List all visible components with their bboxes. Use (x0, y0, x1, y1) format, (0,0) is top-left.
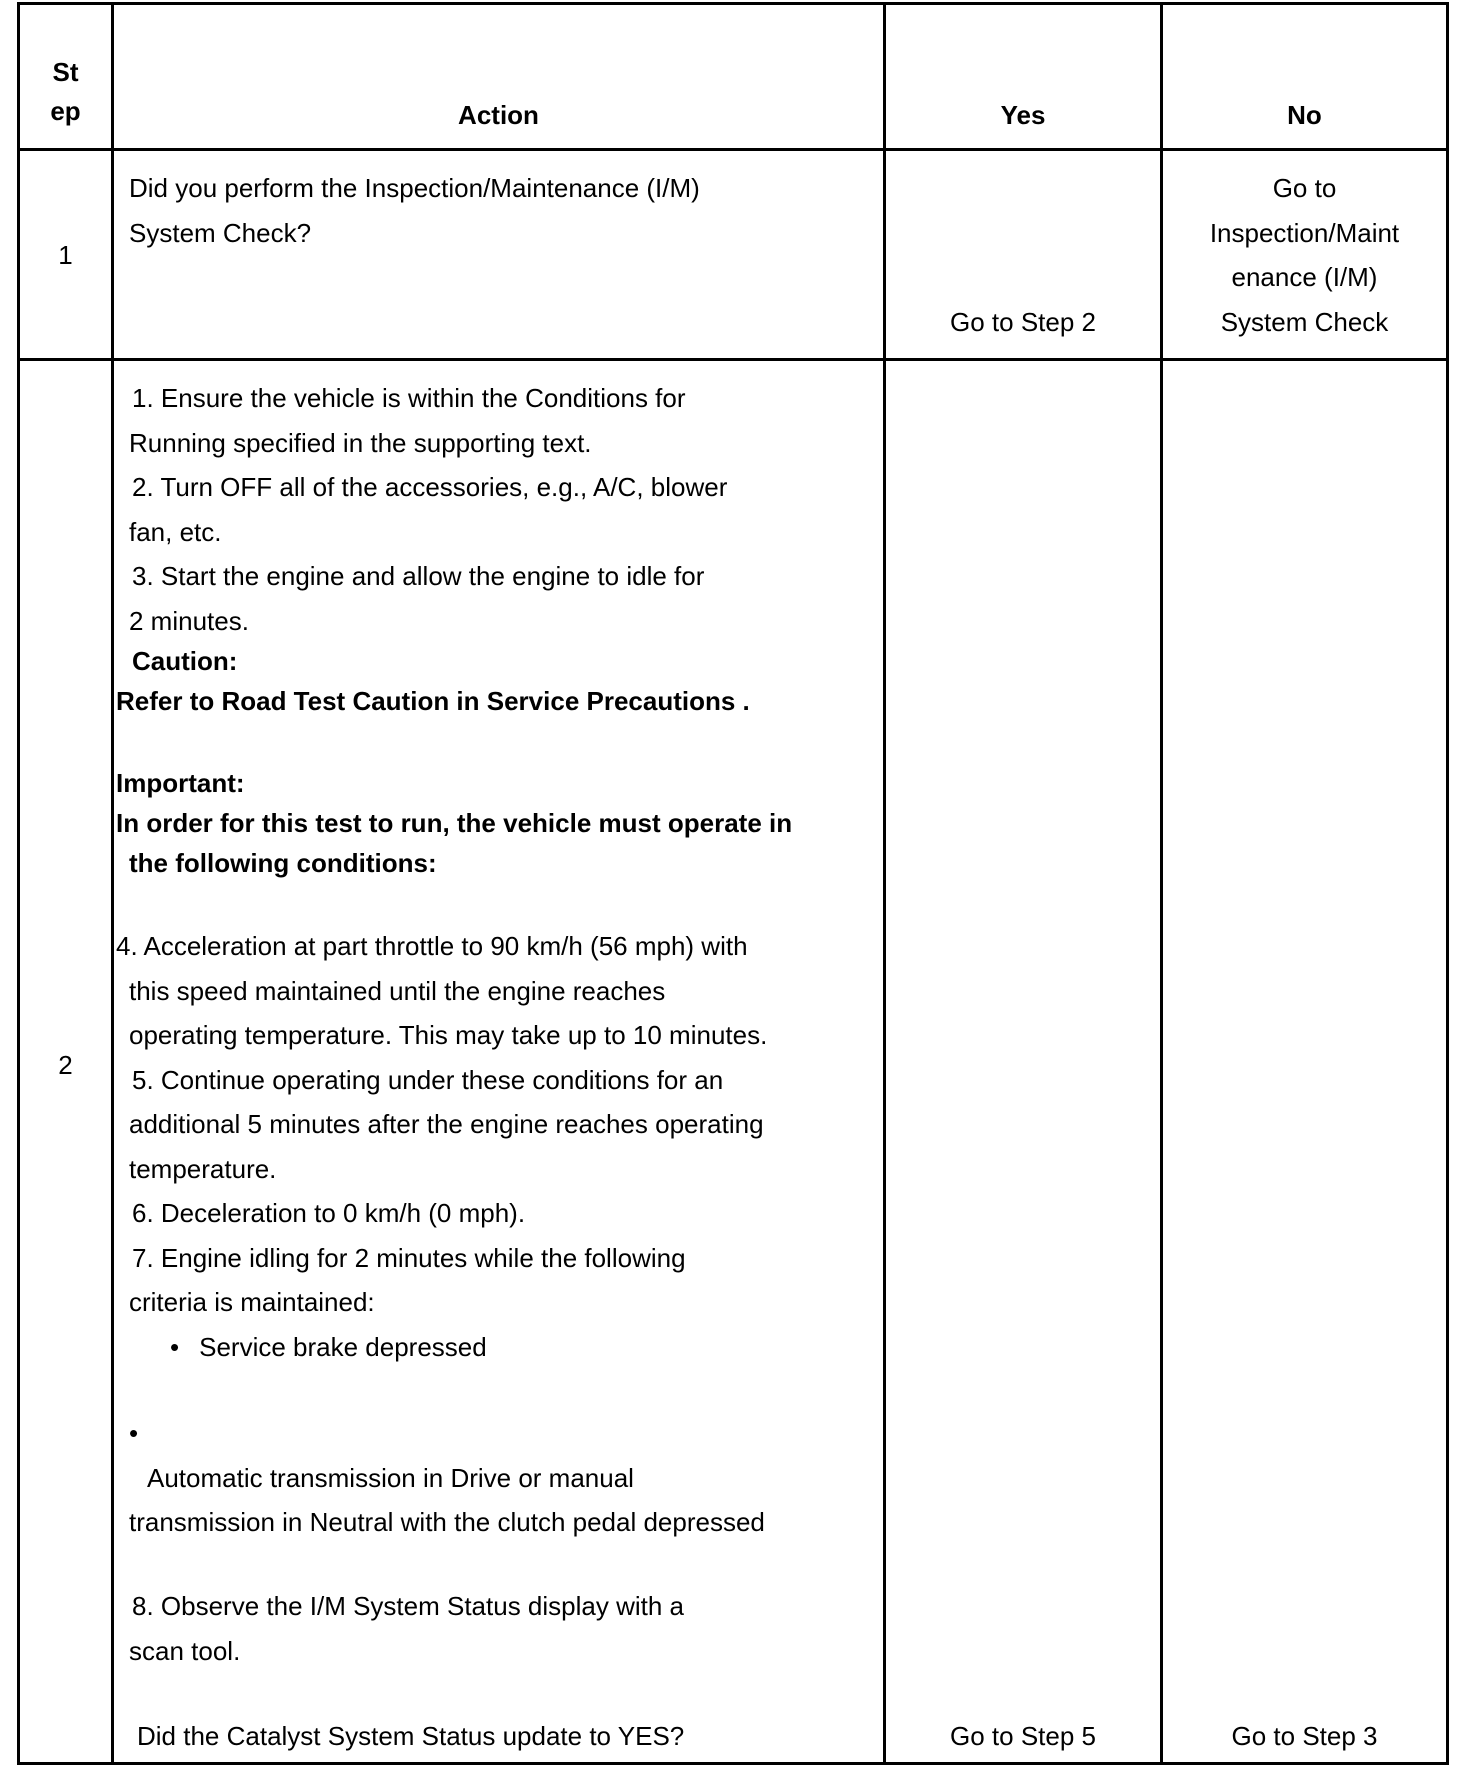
table-bottom-border (17, 1762, 1449, 1765)
row-1-action: Did you perform the Inspection/Maintenance (I/M) System Check? (129, 173, 700, 248)
row-2-yes: Go to Step 5 (950, 1721, 1096, 1751)
header-yes: Yes (1000, 100, 1046, 130)
row-2-step: 2 (58, 1050, 73, 1080)
bullet-2: • Automatic transmission in Drive or manual transmission in Neutral with the clutch pedal depressed (129, 1411, 765, 1545)
row-2-steps-4-7: 4. Acceleration at part throttle to 90 km/h (56 mph) with this speed maintained until the engine reaches operating temperature. This may take up to 10 minutes. 5. Continue operating under these conditions for an additional 5 minutes after the engine reaches operating temperature. 6. Deceleration to 0 km/h (0 mph). 7. Engine idling for 2 minutes while the following criteria is maintained: (116, 931, 768, 1317)
row-1-no: Go to Inspection/Maint enance (I/M) System Check (1209, 173, 1400, 337)
row-2-no: Go to Step 3 (1231, 1721, 1378, 1751)
caution-text: Refer to Road Test Caution in Service Precautions . (116, 686, 750, 716)
row-1-bottom-border (17, 358, 1449, 361)
row-2-question: Did the Catalyst System Status update to YES? (137, 1721, 685, 1751)
header-action: Action (458, 100, 539, 130)
table-top-border (17, 2, 1449, 5)
important-text: In order for this test to run, the vehicle must operate in the following conditions: (116, 808, 793, 878)
important-label: Important: (116, 768, 245, 798)
bullet-1: • Service brake depressed (170, 1332, 487, 1362)
table-right-border (1446, 2, 1449, 1765)
row-1-step: 1 (58, 240, 73, 270)
header-step: St ep (50, 57, 81, 126)
step-column-divider (111, 2, 114, 1765)
action-column-divider (883, 2, 886, 1765)
row-1-yes: Go to Step 2 (950, 307, 1096, 337)
row-2-step-8: 8. Observe the I/M System Status display with a scan tool. (129, 1591, 685, 1666)
header-bottom-border (17, 148, 1449, 151)
caution-label: Caution: (132, 646, 238, 676)
header-no: No (1287, 100, 1322, 130)
bullet-icon: • (129, 1418, 139, 1448)
bullet-icon: • (170, 1332, 180, 1362)
row-2-steps-1-3: 1. Ensure the vehicle is within the Conditions for Running specified in the supporting text. 2. Turn OFF all of the accessories, e.g., A/C, blower fan, etc. 3. Start the engine and allow the engine to idle for 2 minutes. (129, 383, 728, 636)
